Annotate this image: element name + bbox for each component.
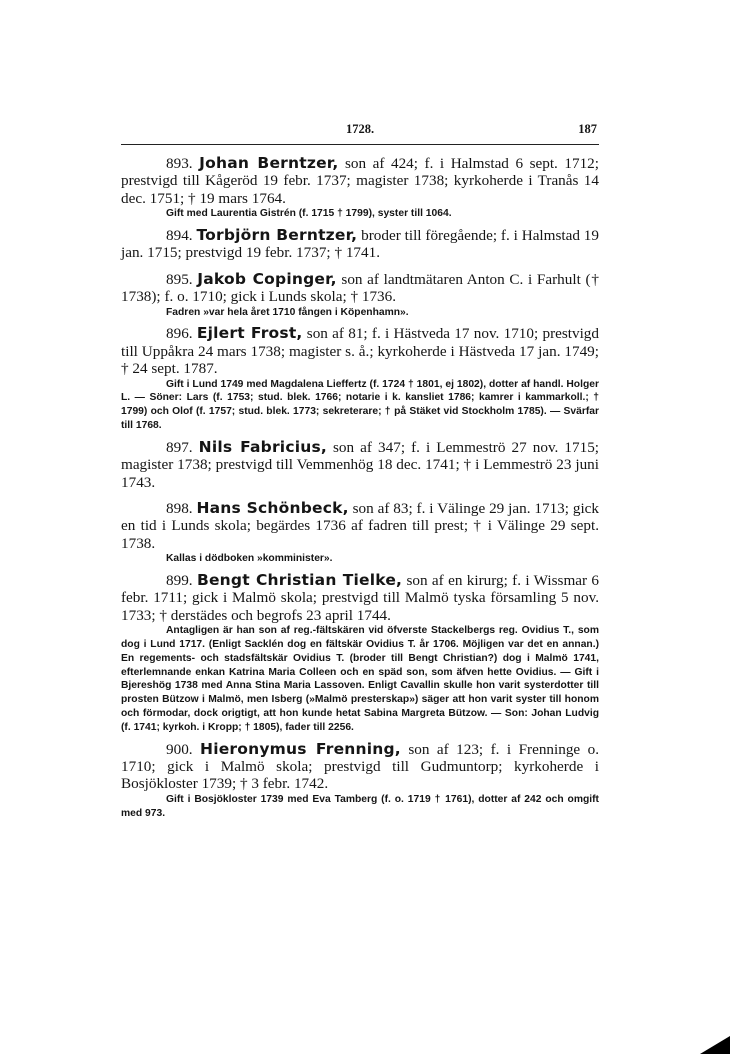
entry-900 [121,741,599,821]
entry-body: son af 81; f. i Hästveda 17 nov. 1710; prestvigd till Uppåkra 24 mars 1738; magister s. å.; kyrkoherde i Hästveda 17 jan. 1749; † 24 sept. 1787. [121,325,599,378]
entry-name: Hieronymus Frenning, [200,739,401,758]
entry-894 [121,227,599,268]
header-year: 1728. [345,122,375,136]
page [121,118,599,826]
entry-note: Gift med Laurentia Gistrén (f. 1715 † 1799), syster till 1064. [166,208,452,220]
entry-text [121,741,599,793]
entry-body: son af 123; f. i Frenninge o. 1710; gick i Malmö skola; prestvigd till Gudmuntorp; kyrkoherde i Bosjökloster 1739; † 3 febr. 1742. [121,740,599,793]
entry-body: broder till föregående; f. i Halmstad 19 jan. 1715; prestvigd 19 febr. 1737; † 1741. [121,227,599,262]
entry-text [121,155,599,207]
entry-body: son af en kirurg; f. i Wissmar 6 febr. 1711; gick i Malmö skola; prestvigd till Malmö tyska församling 5 nov. 1733; † derstädes och begrofs 23 april 1744. [121,572,599,624]
entry-893 [121,155,599,221]
entry-number: 899. [166,572,193,590]
entry-number: 894. [166,227,193,245]
entry-number: 896. [166,325,193,343]
entry-number: 897. [166,438,193,456]
entry-text [121,325,599,377]
entry-899 [121,572,599,735]
entry-name: Ejlert Frost, [196,324,303,343]
entry-number: 900. [166,740,193,758]
entry-text [121,439,599,491]
entry-body: son af 424; f. i Halmstad 6 sept. 1712; prestvigd till Kågeröd 19 febr. 1737; magister 1738; kyrkoherde i Tranås 14 dec. 1751; † 19 mars 1764. [121,155,599,207]
entry-body: son af 83; f. i Välinge 29 jan. 1713; gick en tid i Lunds skola; begärdes 1736 af fadren till prest; † i Välinge 29 sept. 1738. [121,500,600,552]
corner-scan-mark [700,1036,730,1054]
entry-name: Nils Fabricius, [198,437,327,456]
entry-895 [121,271,599,320]
entry-name: Hans Schönbeck, [196,499,349,518]
entry-name: Johan Berntzer, [199,154,339,172]
entry-text [121,500,599,552]
entry-number: 895. [166,270,193,288]
entry-number: 893. [166,155,193,172]
entry-897 [121,439,599,497]
entry-body: son af 347; f. i Lemmeströ 27 nov. 1715; magister 1738; prestvigd till Vemmenhög 18 dec. 1741; † i Lemmeströ 23 juni 1743. [121,438,600,491]
entry-note: Antagligen är han son af reg.-fältskären vid öfverste Stackelbergs reg. Ovidius T., som dog i Lund 1717. (Enligt Sacklén dog en fältskär Ovidius T. år 1706. Möjligen var det en annan.) En regements- och stadsfältskär Ovidius T. (broder till Bengt Christian?) dog i Malmö 1741, efterlemnande enkan Katrina Maria Colleen och en späd son, som äfven hette Ovidius. — Gift i Bjereshög 1738 med Anna Stina Maria Lassoven. Enligt Cavallin skulle hon varit systerdotter till prosten Bützow i Malmö, men Isberg (»Malmö presterskap») säger att hon varit syster till honom och förmodar, dock origtigt, att hon kunde hetat Sabina Margreta Bützow. — Son: Johan Ludvig (f. 1741; kyrkoh. i Kropp; † 1805), fader till 2256. [121,625,599,733]
entry-text [121,227,599,262]
entry-name: Torbjörn Berntzer, [196,226,358,245]
entry-number: 898. [166,500,193,518]
entry-896 [121,325,599,432]
entry-898 [121,500,599,566]
header-rule [121,144,599,145]
entry-name: Bengt Christian Tielke, [196,571,403,590]
page-number: 187 [578,122,597,136]
entry-note: Gift i Lund 1749 med Magdalena Lieffertz (f. 1724 † 1801, ej 1802), dotter af handl. Holger L. — Söner: Lars (f. 1753; stud. blek. 1766; notarie i k. kansliet 1786; kamrer i kammarkoll.; † 1799) och Olof (f. 1757; stud. blek. 1773; sekreterare; † på Stäket vid Stockholm 1785). — Svärfar till 1768. [121,378,599,432]
entry-note: Fadren »var hela året 1710 fången i Köpenhamn». [166,306,409,318]
entry-body: son af landtmätaren Anton C. i Farhult († 1738); f. o. 1710; gick i Lunds skola; † 1736. [121,270,599,306]
entry-name: Jakob Copinger, [197,269,337,288]
entry-note: Kallas i dödboken »komminister». [166,553,333,565]
entry-text [121,271,599,306]
running-header [121,118,599,140]
entry-text [121,572,599,624]
entry-note: Gift i Bosjökloster 1739 med Eva Tamberg (f. o. 1719 † 1761), dotter af 242 och omgift med 973. [121,793,599,819]
